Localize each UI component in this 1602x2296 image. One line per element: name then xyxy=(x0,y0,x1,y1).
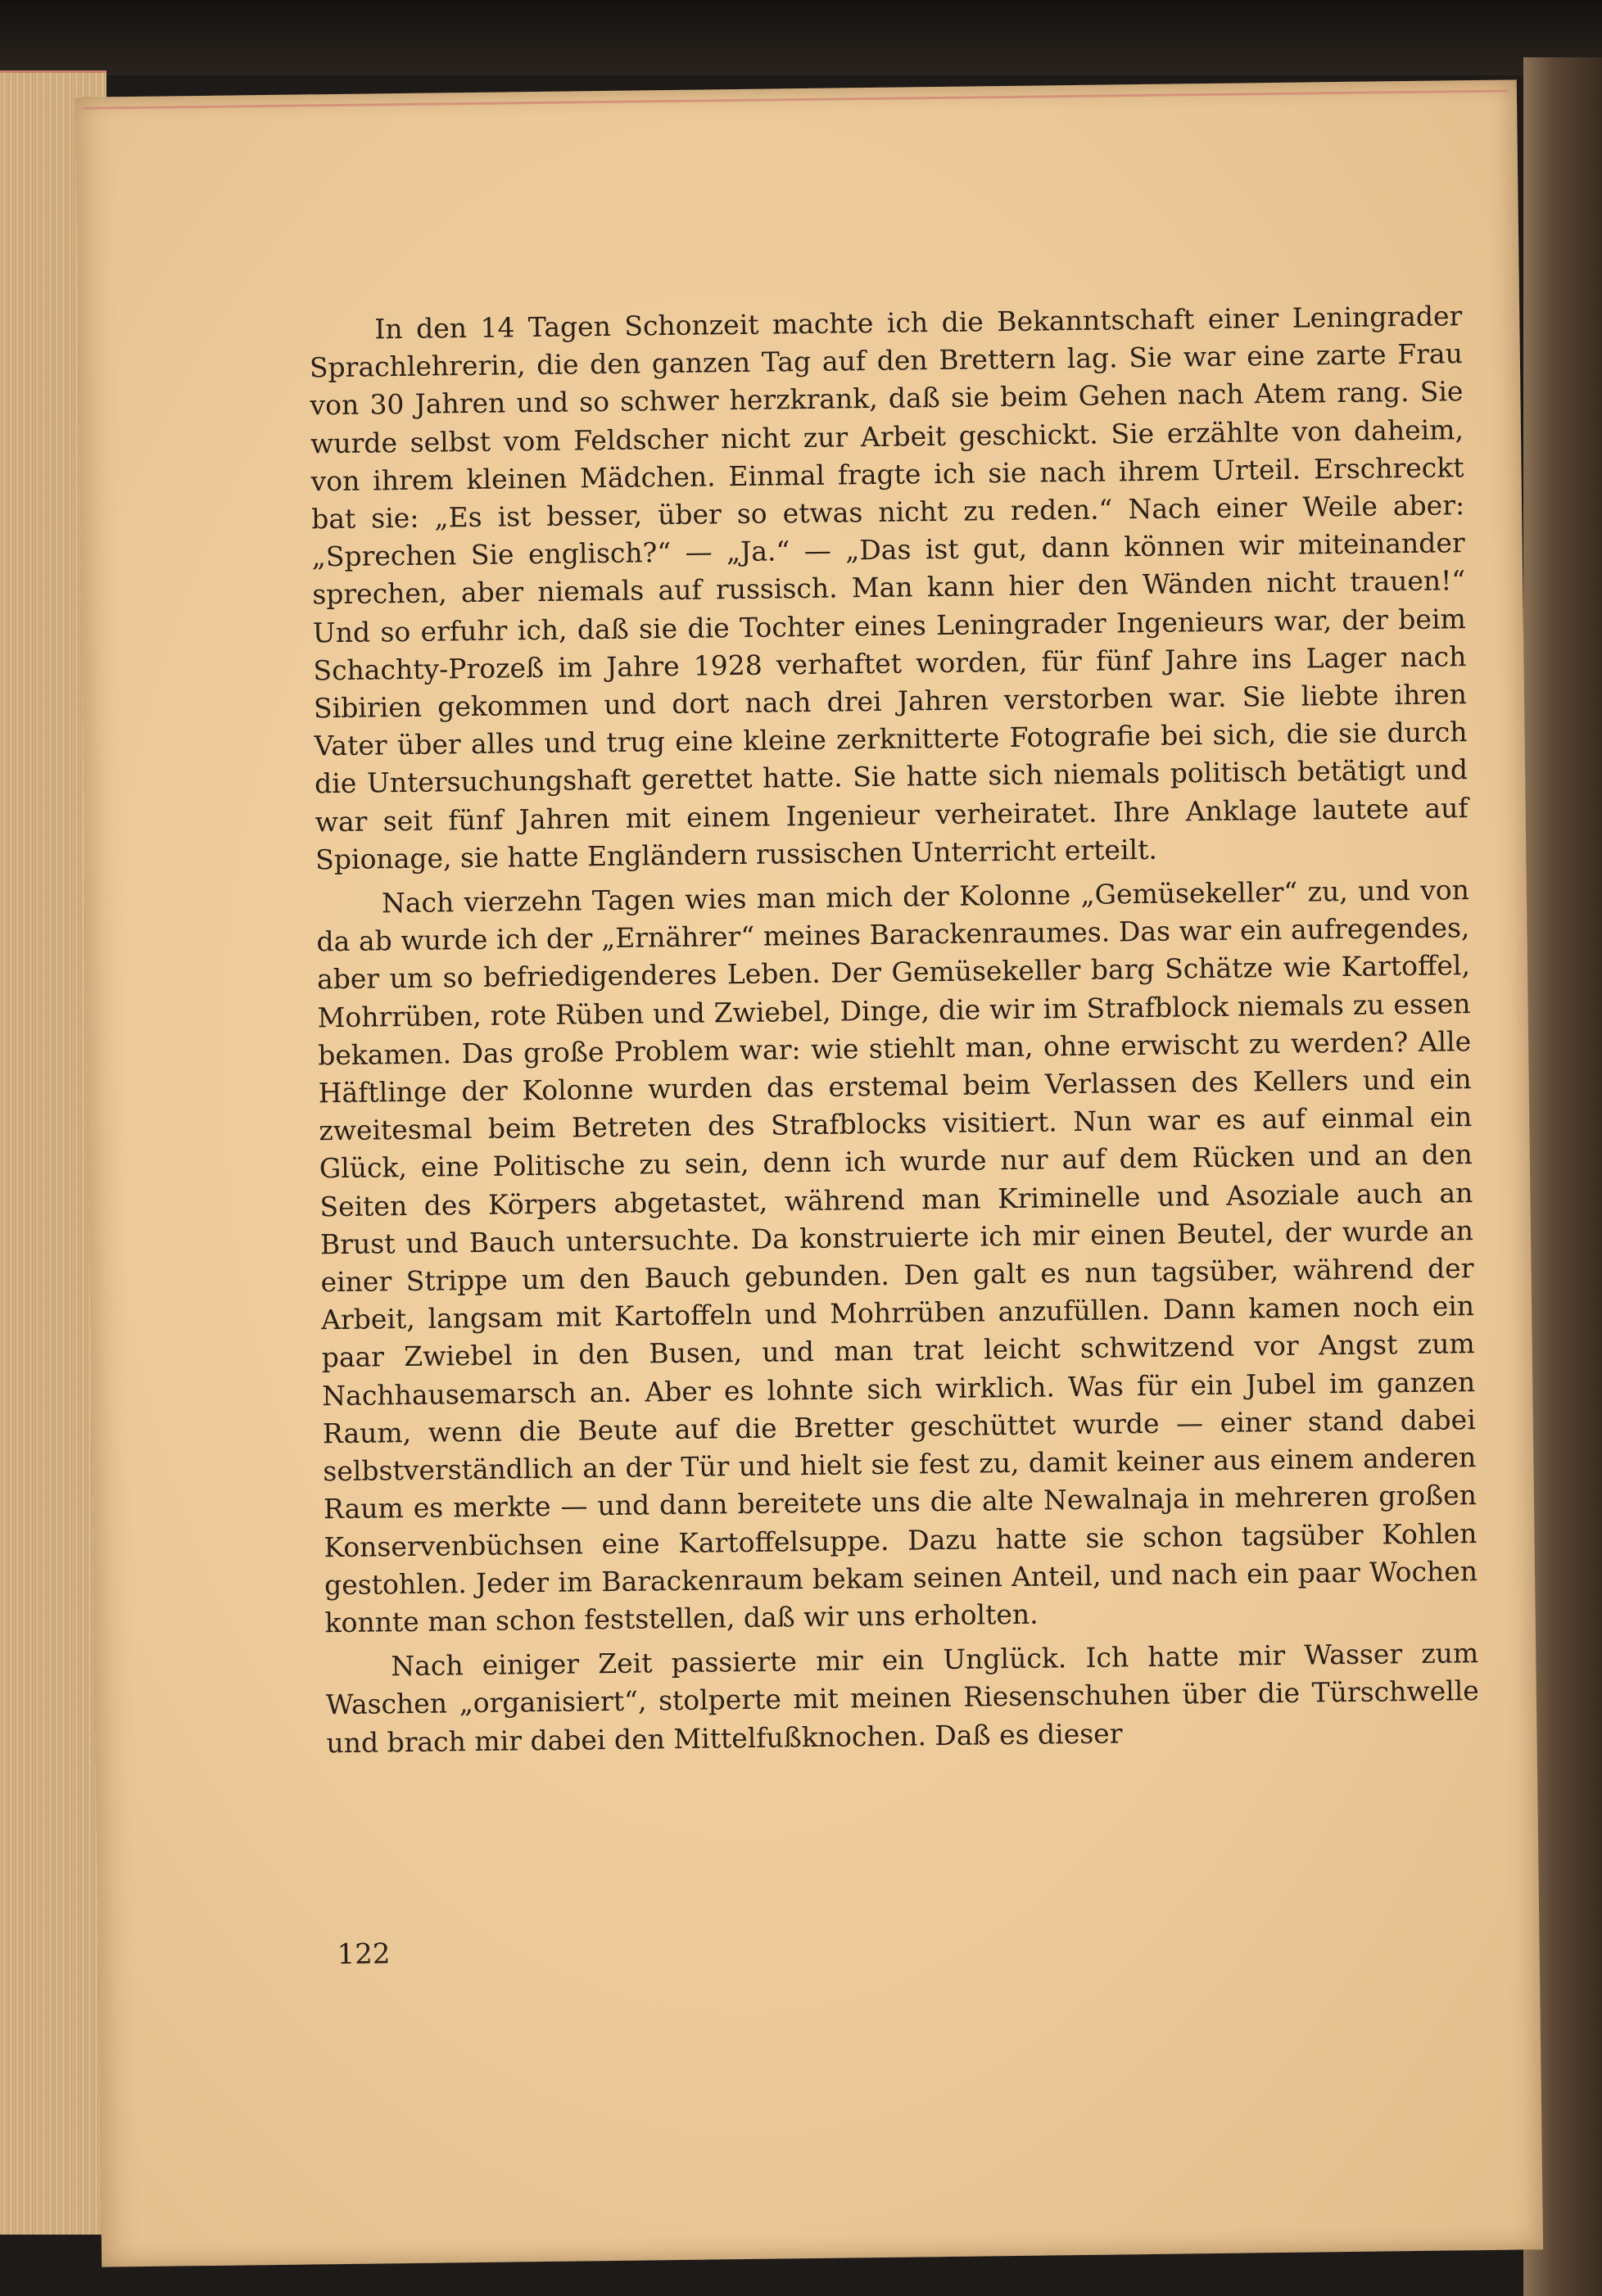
page-edge-line xyxy=(84,89,1509,109)
paragraph-3: Nach einiger Zeit passierte mir ein Unglück. Ich hatte mir Wasser zum Waschen „organisiert“, stolperte mit meinen Riesenschuhen über die Türschwelle und brach mir dabei den Mittelfußknochen. Daß es dieser xyxy=(325,1637,1480,1759)
page-number: 122 xyxy=(337,1937,391,1972)
scanner-background xyxy=(0,0,1602,75)
page-body-text xyxy=(309,297,1480,1762)
paragraph-2: Nach vierzehn Tagen wies man mich der Kolonne „Gemüsekeller“ zu, und von da ab wurde ich der „Ernährer“ meines Barackenraumes. Das war ein aufregendes, aber um so befriedigenderes Leben. Der Gemüsekeller barg Schätze wie Kartoffel, Mohrrüben, rote Rüben und Zwiebel, Dinge, die wir im Strafblock niemals zu essen bekamen. Das große Problem war: wie stiehlt man, ohne erwischt zu werden? Alle Häftlinge der Kolonne wurden das erstemal beim Verlassen des Kellers und ein zweitesmal beim Betreten des Strafblocks visitiert. Nun war es auf einmal ein Glück, eine Politische zu sein, denn ich wurde nur auf dem Rücken und an den Seiten des Körpers abgetastet, während man Kriminelle und Asoziale auch an Brust und Bauch untersuchte. Da konstruierte ich mir einen Beutel, der wurde an einer Strippe um den Bauch gebunden. Den galt es nun tagsüber, während der Arbeit, langsam mit Kartoffeln und Mohrrüben anzufüllen. Dann kamen noch ein paar Zwiebel in den Busen, und man trat leicht schwitzend vor Angst zum Nachhausemarsch an. Aber es lohnte sich wirklich. Was für ein Jubel im ganzen Raum, wenn die Beute auf die Bretter geschüttet wurde — einer stand dabei selbstverständlich an der Tür und hielt sie fest zu, damit keiner aus einem anderen Raum es merkte — und dann bereitete uns die alte Newalnaja in mehreren großen Konservenbüchsen eine Kartoffelsuppe. Dazu hatte sie schon tagsüber Kohlen gestohlen. Jeder im Barackenraum bekam seinen Anteil, und nach ein paar Wochen konnte man schon feststellen, daß wir uns erholten. xyxy=(316,874,1478,1639)
paragraph-1: In den 14 Tagen Schonzeit machte ich die Bekanntschaft einer Leningrader Sprachlehrerin, die den ganzen Tag auf den Brettern lag. Sie war eine zarte Frau von 30 Jahren und so schwer herzkrank, daß sie beim Gehen nach Atem rang. Sie wurde selbst vom Feldscher nicht zur Arbeit geschickt. Sie erzählte von daheim, von ihrem kleinen Mädchen. Einmal fragte ich sie nach ihrem Urteil. Erschreckt bat sie: „Es ist besser, über so etwas nicht zu reden.“ Nach einer Weile aber: „Sprechen Sie englisch?“ — „Ja.“ — „Das ist gut, dann können wir miteinander sprechen, aber niemals auf russisch. Man kann hier den Wänden nicht trauen!“ Und so erfuhr ich, daß sie die Tochter eines Leningrader Ingenieurs war, der beim Schachty-Prozeß im Jahre 1928 verhaftet worden, für fünf Jahre ins Lager nach Sibirien gekommen und dort nach drei Jahren verstorben war. Sie liebte ihren Vater über alles und trug eine kleine zerknitterte Fotografie bei sich, die sie durch die Untersuchungshaft gerettet hatte. Sie hatte sich niemals politisch betätigt und war seit fünf Jahren mit einem Ingenieur verheiratet. Ihre Anklage lautete auf Spionage, sie hatte Engländern russischen Unterricht erteilt. xyxy=(309,300,1468,876)
book-page xyxy=(75,79,1543,2267)
